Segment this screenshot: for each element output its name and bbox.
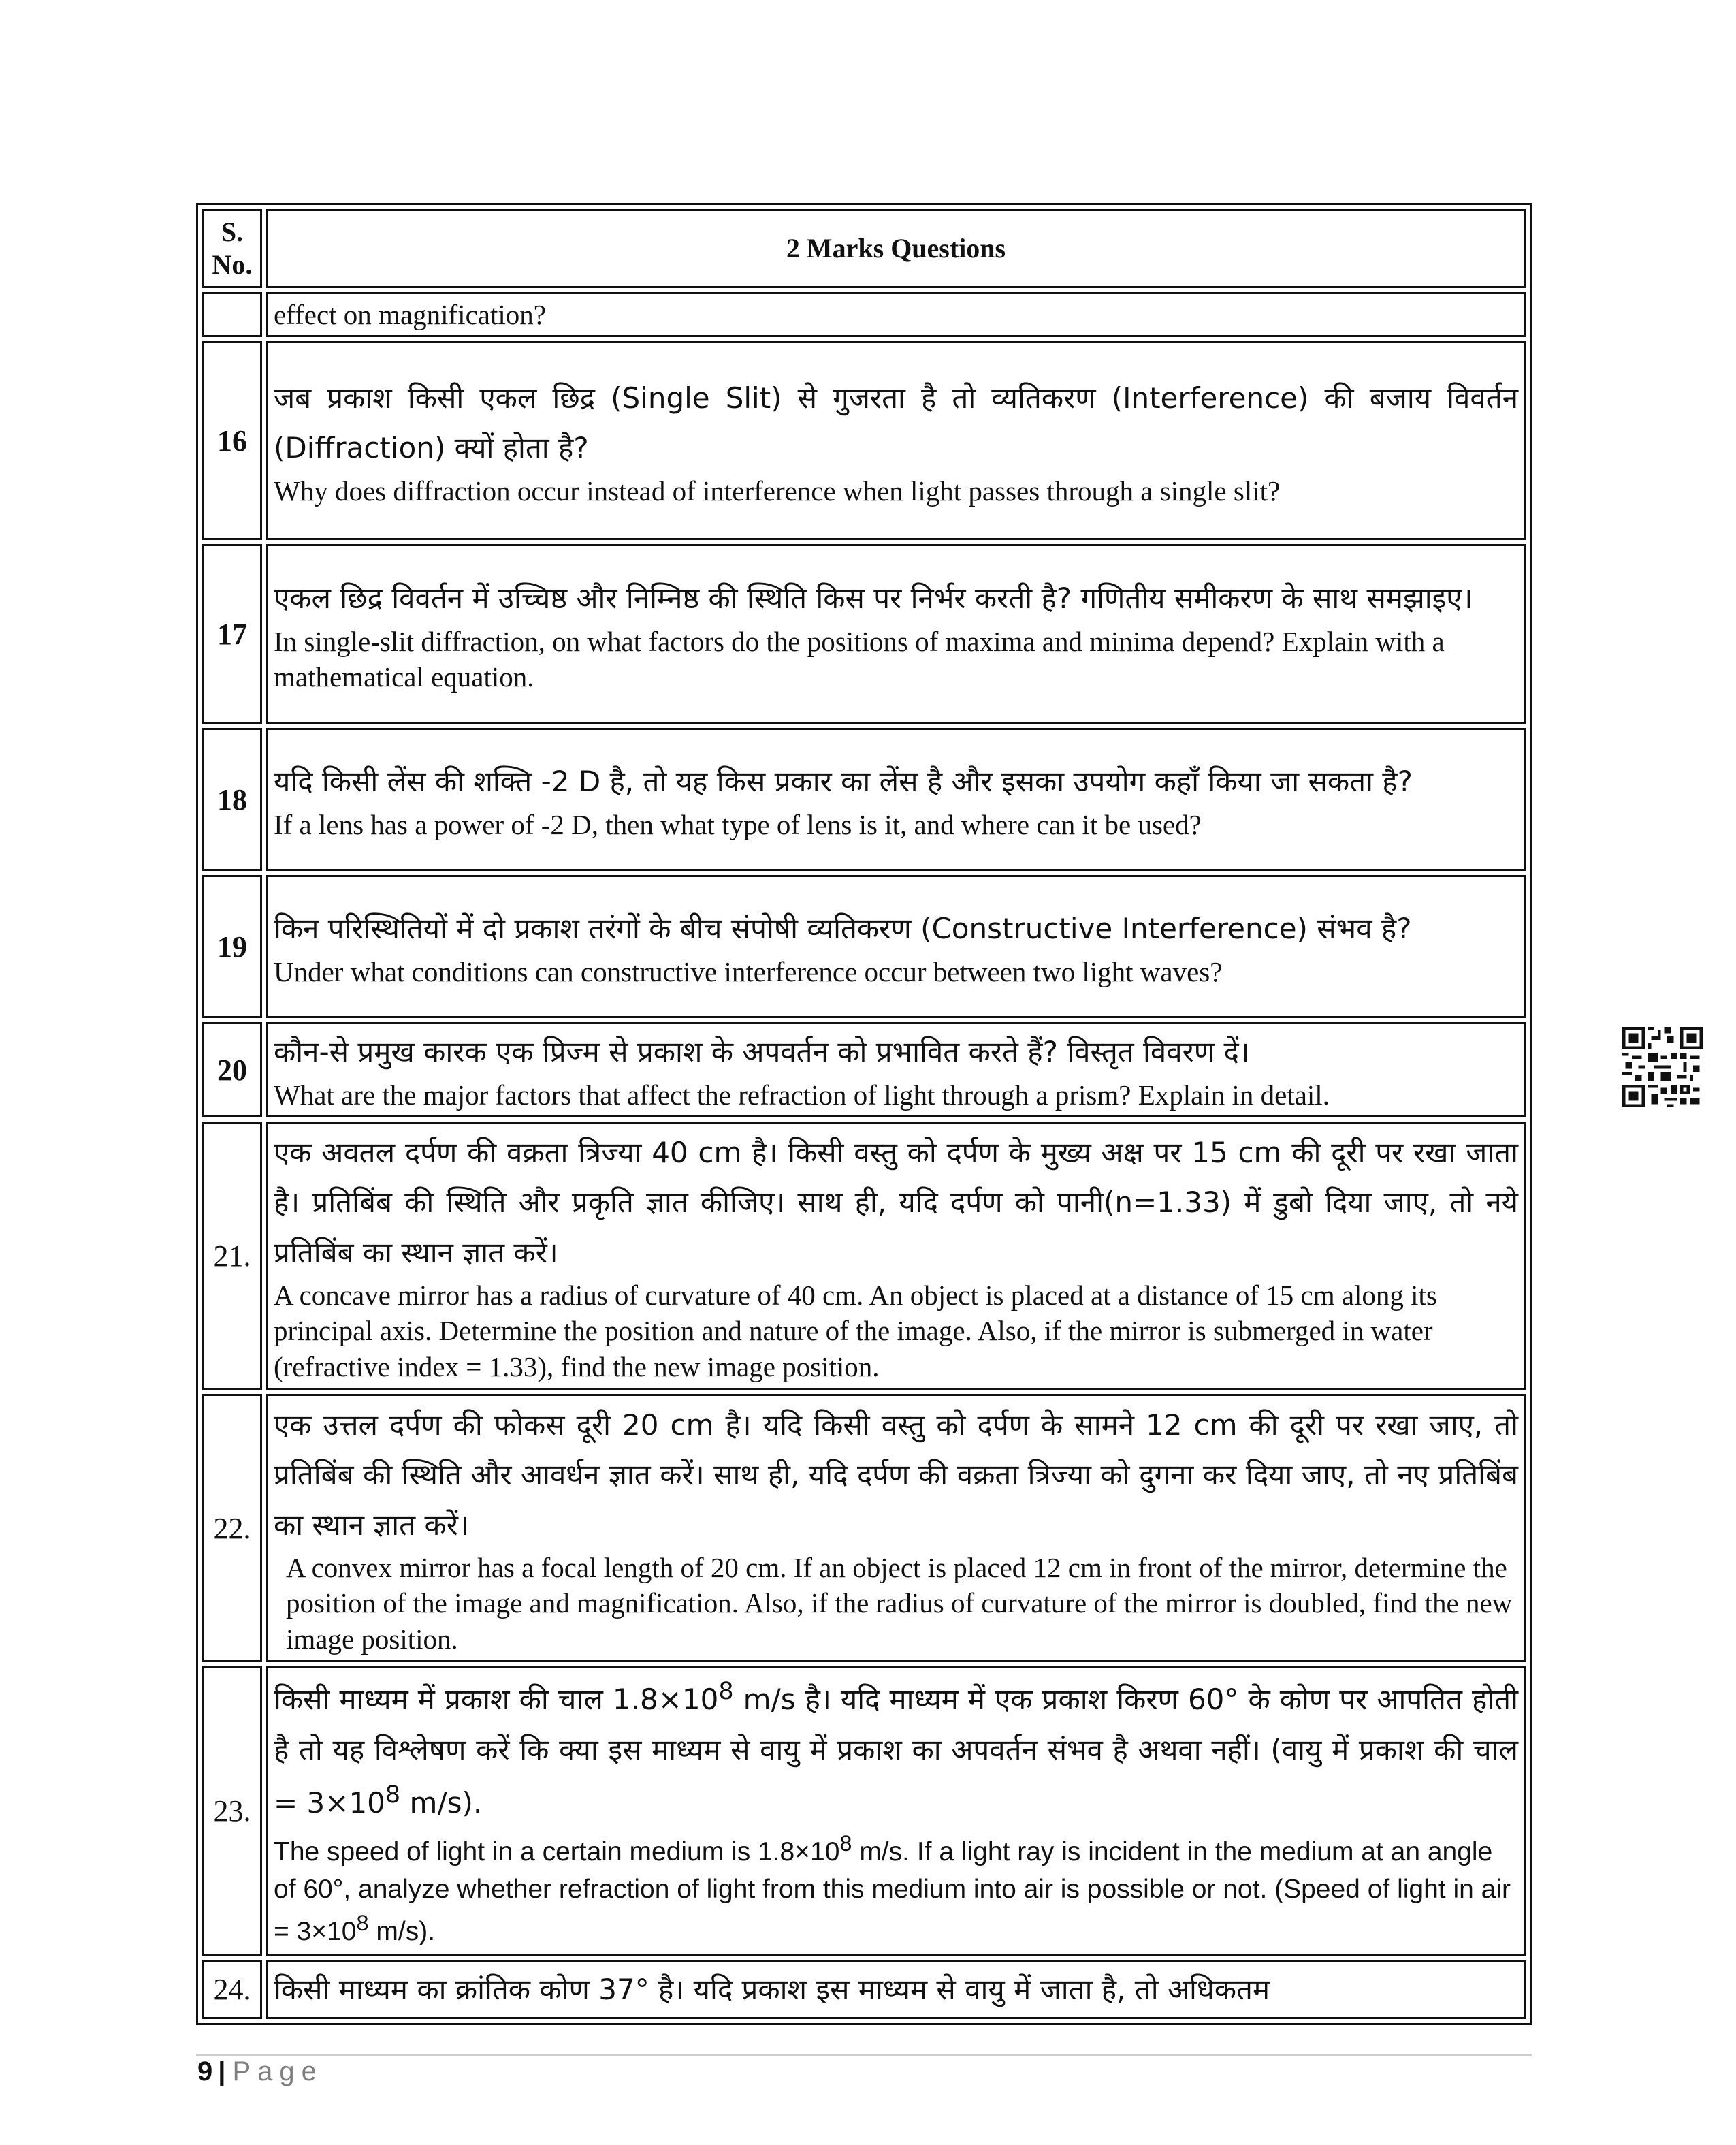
question-english: If a lens has a power of -2 D, then what type of lens is it, and where can it be used?: [274, 808, 1202, 840]
question-english-part: m/s).: [368, 1917, 436, 1947]
table-row: [202, 292, 1526, 337]
question-hindi-part: किसी माध्यम में प्रकाश की चाल 1.8×10: [274, 1683, 719, 1717]
page-label: Page: [232, 2056, 323, 2086]
exponent: 8: [718, 1678, 734, 1706]
row-number: 24.: [202, 1960, 262, 2020]
question-cell: [266, 1394, 1526, 1662]
question-english: [274, 1828, 1518, 1951]
question-hindi: किसी माध्यम का क्रांतिक कोण 37° है। यदि प्रकाश इस माध्यम से वायु में जाता है, तो अधिकतम: [274, 1972, 1270, 2006]
question-english: A convex mirror has a focal length of 20 cm. If an object is placed 12 cm in front of the mirror, determine the position of the image and magnification. Also, if the radius of curvature of the mirror is doubled, find the new image position.: [286, 1552, 1513, 1655]
question-cell: [266, 1122, 1526, 1390]
continuation-cell: [266, 292, 1526, 337]
exponent: 8: [356, 1911, 369, 1936]
continuation-text: effect on magnification?: [274, 299, 546, 330]
table-header-row: [202, 209, 1526, 288]
question-english-part: m/s. If a light ray is incident in the medium at an angle of 60°, analyze whether refraction of light from this medium into air is possible or not. (Speed of light in air = 3×10: [274, 1837, 1511, 1947]
question-english: A concave mirror has a radius of curvature of 40 cm. An object is placed at a distance of 15 cm along its principal axis. Determine the position and nature of the image. Also, if the mirror is submerged in water (refractive index = 1.33), find the new image position.: [274, 1280, 1437, 1382]
question-cell: [266, 544, 1526, 724]
question-english: In single-slit diffraction, on what factors do the positions of maxima and minima depend? Explain with a mathematical equation.: [274, 625, 1445, 693]
question-cell: [266, 1960, 1526, 2020]
row-number: 22.: [202, 1394, 262, 1662]
question-hindi: [274, 1671, 1518, 1828]
row-number: 21.: [202, 1122, 262, 1390]
footer-divider: [196, 2054, 1532, 2056]
qr-code-icon: [1622, 1027, 1703, 1107]
row-number: 16: [202, 341, 262, 540]
question-hindi: एक अवतल दर्पण की वक्रता त्रिज्या 40 cm है। किसी वस्तु को दर्पण के मुख्य अक्ष पर 15 cm की दूरी पर रखा जाता है। प्रतिबिंब की स्थिति और प्रकृति ज्ञात कीजिए। साथ ही, यदि दर्पण को पानी(n=1.33) में डुबो दिया जाए, तो नये प्रतिबिंब का स्थान ज्ञात करें।: [274, 1135, 1518, 1269]
page-number: 9: [197, 2056, 213, 2086]
question-hindi: एकल छिद्र विवर्तन में उच्चिष्ठ और निम्निष्ठ की स्थिति किस पर निर्भर करती है? गणितीय समीकरण के साथ समझाइए।: [274, 582, 1473, 616]
table-row: [202, 1960, 1526, 2020]
questions-table: [196, 203, 1532, 2025]
row-number: 17: [202, 544, 262, 724]
footer-separator: |: [218, 2056, 226, 2086]
exponent: 8: [839, 1830, 852, 1856]
row-number: [202, 292, 262, 337]
row-number: 23.: [202, 1666, 262, 1955]
table-row: [202, 1394, 1526, 1662]
page-footer: [197, 2056, 323, 2087]
table-row: [202, 728, 1526, 871]
question-cell: [266, 1666, 1526, 1955]
question-english: Under what conditions can constructive interference occur between two light waves?: [274, 955, 1223, 987]
question-cell: [266, 341, 1526, 540]
table-row: [202, 544, 1526, 724]
exponent: 8: [385, 1781, 401, 1809]
question-english: What are the major factors that affect the refraction of light through a prism? Explain in detail.: [274, 1079, 1330, 1111]
row-number: 18: [202, 728, 262, 871]
question-english-part: The speed of light in a certain medium is 1.8×10: [274, 1837, 840, 1866]
table-row: [202, 341, 1526, 540]
question-hindi: कौन-से प्रमुख कारक एक प्रिज्म से प्रकाश के अपवर्तन को प्रभावित करते हैं? विस्तृत विवरण दें।: [274, 1035, 1250, 1069]
question-hindi: किन परिस्थितियों में दो प्रकाश तरंगों के बीच संपोषी व्यतिकरण (Constructive Interference) संभव है?: [274, 912, 1412, 946]
question-english: Why does diffraction occur instead of interference when light passes through a single slit?: [274, 475, 1281, 507]
table-row: [202, 1666, 1526, 1955]
question-cell: [266, 1022, 1526, 1117]
question-cell: [266, 875, 1526, 1018]
question-hindi-part: m/s है। यदि माध्यम में एक प्रकाश किरण 60° के कोण पर आपतित होती है तो यह विश्लेषण करें कि क्या इस माध्यम से वायु में प्रकाश का अपवर्तन संभव है अथवा नहीं। (वायु में प्रकाश की चाल = 3×10: [274, 1683, 1518, 1820]
question-hindi: जब प्रकाश किसी एकल छिद्र (Single Slit) से गुजरता है तो व्यतिकरण (Interference) की बजाय विवर्तन (Diffraction) क्यों होता है?: [274, 381, 1518, 465]
table-row: [202, 1022, 1526, 1117]
table-row: [202, 1122, 1526, 1390]
questions-header: 2 Marks Questions: [266, 209, 1526, 288]
sno-header: S. No.: [202, 209, 262, 288]
table-row: [202, 875, 1526, 1018]
question-hindi: एक उत्तल दर्पण की फोकस दूरी 20 cm है। यदि किसी वस्तु को दर्पण के सामने 12 cm की दूरी पर रखा जाए, तो प्रतिबिंब की स्थिति और आवर्धन ज्ञात करें। साथ ही, यदि दर्पण की वक्रता त्रिज्या को दुगना कर दिया जाए, तो नए प्रतिबिंब का स्थान ज्ञात करें।: [274, 1408, 1518, 1542]
question-hindi-part: m/s).: [400, 1786, 483, 1820]
question-hindi: यदि किसी लेंस की शक्ति -2 D है, तो यह किस प्रकार का लेंस है और इसका उपयोग कहाँ किया जा सकता है?: [274, 765, 1413, 799]
row-number: 20: [202, 1022, 262, 1117]
row-number: 19: [202, 875, 262, 1018]
question-cell: [266, 728, 1526, 871]
